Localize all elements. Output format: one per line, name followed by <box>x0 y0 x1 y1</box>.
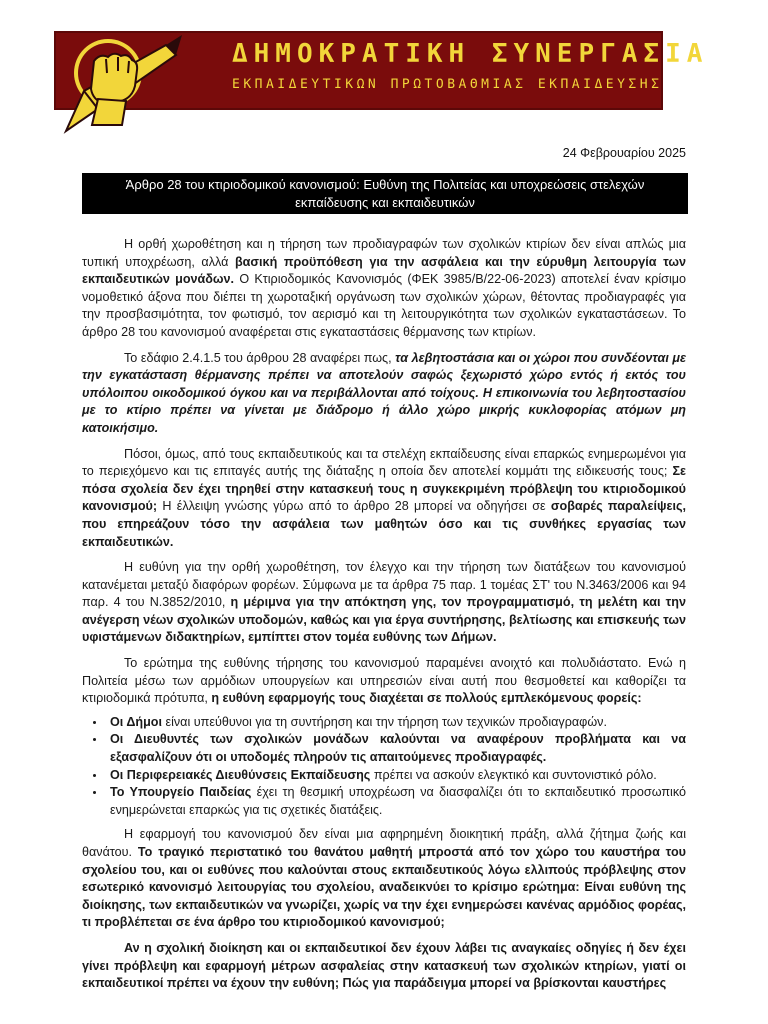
document-date: 24 Φεβρουαρίου 2025 <box>562 146 686 160</box>
list-item: • Οι Δήμοι είναι υπεύθυνοι για τη συντήρηση και την τήρηση των τεχνικών προδιαγραφών. <box>106 714 686 732</box>
header-banner <box>54 31 709 110</box>
paragraph-5: Το ερώτημα της ευθύνης τήρησης του κανονισμού παραμένει ανοιχτό και πολυδιάστατο. Ενώ η Πολιτεία μέσω των αρμόδιων υπουργείων και υπηρεσιών είναι αυτή που θεσμοθετεί και καθορίζει τα κτιριοδομικά πρότυπα, η ευθύνη εφαρμογής τους διαχέεται σε πολλούς εμπλεκόμενους φορείς: <box>82 656 686 706</box>
article-body <box>82 236 686 1001</box>
banner-title: ΔΗΜΟΚΡΑΤΙΚΗ ΣΥΝΕΡΓΑΣΙΑ <box>232 39 709 69</box>
article-title <box>82 173 688 214</box>
banner-subtitle: ΕΚΠΑΙΔΕΥΤΙΚΩΝ ΠΡΩΤΟΒΑΘΜΙΑΣ ΕΚΠΑΙΔΕΥΣΗΣ <box>232 77 663 92</box>
fist-pencil-logo-icon <box>54 31 184 143</box>
paragraph-1: Η ορθή χωροθέτηση και η τήρηση των προδιαγραφών των σχολικών κτιρίων δεν είναι απλώς μια τυπική υποχρέωση, αλλά βασική προϋπόθεση για την ασφάλεια και την εύρυθμη λειτουργία των εκπαιδευτικών μονάδων. Ο Κτιριοδομικός Κανονισμός (ΦΕΚ 3985/Β/22-06-2023) αποτελεί έναν κρίσιμο νομοθετικό άξονα που διέπει τη χωροταξική οργάνωση των σχολικών χώρων, θέτοντας προδιαγραφές για την προσβασιμότητα, τον φωτισμό, τον αερισμό και τη λειτουργικότητα των σχολικών εγκαταστάσεων. Το άρθρο 28 του κανονισμού αναφέρεται στις εγκαταστάσεις θέρμανσης των κτιρίων. <box>82 237 687 339</box>
responsibility-list <box>82 714 686 820</box>
paragraph-7: Αν η σχολική διοίκηση και οι εκπαιδευτικοί δεν έχουν λάβει τις αναγκαίες οδηγίες ή δεν έχει γίνει πρόβλεψη και εφαρμογή μέτρων ασφαλείας στην κατασκευή των σχολικών κτηρίων, γιατί οι εκπαιδευτικοί πρέπει να έχουν την ευθύνη; Πώς για παράδειγμα μπορεί να βρίσκονται καυστήρες <box>82 940 686 991</box>
article-title-line-1: Άρθρο 28 του κτιριοδομικού κανονισμού: Ευθύνη της Πολιτείας και υποχρεώσεις στελεχών <box>125 177 645 192</box>
paragraph-2: Το εδάφιο 2.4.1.5 του άρθρου 28 αναφέρει πως, τα λεβητοστάσια και οι χώροι που συνδέονται με την εγκατάσταση θέρμανσης πρέπει να αποτελούν σαφώς ξεχωριστό χώρο εντός ή εκτός του υπόλοιπου οικοδομικού όγκου και να περιβάλλονται από τοίχους. Η επικοινωνία του λεβητοστασίου με το κτίριο πρέπει να γίνεται με διάδρομο ή άλλο χώρο μικρής κυκλοφορίας ατόμων μη κατοικήσιμο. <box>82 350 686 435</box>
list-item: • Οι Περιφερειακές Διευθύνσεις Εκπαίδευσης πρέπει να ασκούν ελεγκτικό και συντονιστικό ρόλο. <box>106 767 686 785</box>
list-item: • Το Υπουργείο Παιδείας έχει τη θεσμική υποχρέωση να διασφαλίζει ότι το εκπαιδευτικό προσωπικό ενημερώνεται επαρκώς για τις σχετικές διατάξεις. <box>106 784 686 819</box>
paragraph-4: Η ευθύνη για την ορθή χωροθέτηση, τον έλεγχο και την τήρηση των διατάξεων του κανονισμού κατανέμεται μεταξύ διαφόρων φορέων. Σύμφωνα με τα άρθρα 75 παρ. 1 τομέας ΣΤ' του Ν.3463/2006 και 94 παρ. 4 του Ν.3852/2010, η μέριμνα για την απόκτηση γης, τον προγραμματισμό, τη μελέτη και την ανέγερση νέων σχολικών υποδομών, καθώς και για έργα συντήρησης, βελτίωσης και επισκευής των υφιστάμενων διδακτηρίων, εμπίπτει στον τομέα ευθύνης των Δήμων. <box>82 560 686 645</box>
paragraph-6: Η εφαρμογή του κανονισμού δεν είναι μια αφηρημένη διοικητική πράξη, αλλά ζήτημα ζωής και θανάτου. Το τραγικό περιστατικό του θανάτου μαθητή μπροστά από τον χώρο του καυστήρα του σχολείου του, και οι ευθύνες που καλούνται στους εκπαιδευτικούς λόγω ελλιπούς πρόβλεψης στον εσωτερικό κανονισμό λειτουργίας του σχολείου, αναδεικνύει το κρίσιμο ερώτημα: Είναι ευθύνη της διοίκησης, των εκπαιδευτικών να γνωρίζει, χωρίς να την έχει ενημερώσει κανένας αρμόδιος φορέας, τι προβλέπεται σε ένα άρθρο του κτιριοδομικού κανονισμού; <box>82 827 686 930</box>
paragraph-3: Πόσοι, όμως, από τους εκπαιδευτικούς και τα στελέχη εκπαίδευσης είναι επαρκώς ενημερωμένοι για το περιεχόμενο και τις επιταγές αυτής της διάταξης η οποία δεν αποτελεί κομμάτι της ειδικευσής τους; Σε πόσα σχολεία δεν έχει τηρηθεί στην κατασκευή τους η συγκεκριμένη πρόβλεψη του κτιριοδομικού κανονισμού; Η έλλειψη γνώσης γύρω από το άρθρο 28 μπορεί να οδηγήσει σε σοβαρές παραλείψεις, που επηρεάζουν τόσο την ασφάλεια των μαθητών όσο και τις συνθήκες εργασίας των εκπαιδευτικών. <box>82 446 686 549</box>
article-title-line-2: εκπαίδευσης και εκπαιδευτικών <box>295 195 475 210</box>
list-item: • Οι Διευθυντές των σχολικών μονάδων καλούνται να αναφέρουν προβλήματα και να εξασφαλίζουν ότι οι υποδομές πληρούν τις απαιτούμενες προδιαγραφές. <box>106 731 686 766</box>
